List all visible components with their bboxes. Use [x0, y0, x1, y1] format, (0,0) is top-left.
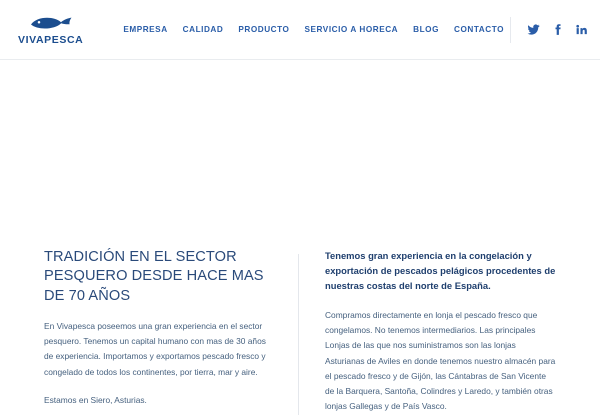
- fish-logo-icon: [28, 14, 74, 32]
- facebook-icon[interactable]: [551, 23, 564, 36]
- site-header: [0, 0, 600, 60]
- nav-link-calidad[interactable]: CALIDAD: [182, 25, 224, 34]
- experience-column: [299, 248, 556, 415]
- social-links: [510, 17, 600, 43]
- twitter-icon[interactable]: [527, 23, 540, 36]
- linkedin-icon[interactable]: [575, 23, 588, 36]
- intro-column: [44, 248, 298, 415]
- brand-logo[interactable]: [18, 14, 83, 46]
- nav-link-empresa[interactable]: EMPRESA: [123, 25, 168, 34]
- location-text: Estamos en Siero, Asturias.: [44, 394, 147, 405]
- intro-paragraph: En Vivapesca poseemos una gran experiencia en el sector pesquero. Tenemos un capital humano con mas de 30 años de experiencia. Importamos y exportamos pescado fresco y congelado de todos los continentes, por tierra, mar y aire.: [44, 320, 266, 377]
- nav-link-producto[interactable]: PRODUCTO: [238, 25, 290, 34]
- page-title: TRADICIÓN EN EL SECTOR PESQUERO DESDE HACE MAS DE 70 AÑOS: [44, 249, 264, 304]
- brand-name: VIVAPESCA: [18, 33, 84, 46]
- experience-paragraph: Compramos directamente en lonja el pescado fresco que congelamos. No tenemos intermediarios. Las principales Lonjas de las que nos suministramos son las lonjas Asturianas de Aviles en donde tenemos nuestro almacén para el pescado fresco y de Gijón, las Cántabras de San Vicente de la Barquera, Santoña, Colindres y Laredo, y también otras lonjas Gallegas y de País Vasco.: [325, 309, 556, 412]
- nav-link-contacto[interactable]: CONTACTO: [454, 25, 505, 34]
- experience-lede: Tenemos gran experiencia en la congelación y exportación de pescados pelágicos procedentes de nuestras costas del norte de España.: [325, 250, 556, 292]
- main-content: [0, 248, 600, 415]
- hero-blank-area: [0, 60, 600, 248]
- main-navigation: [83, 25, 504, 34]
- nav-link-blog[interactable]: BLOG: [413, 25, 439, 34]
- nav-link-servicio-a-horeca[interactable]: SERVICIO A HORECA: [304, 25, 399, 34]
